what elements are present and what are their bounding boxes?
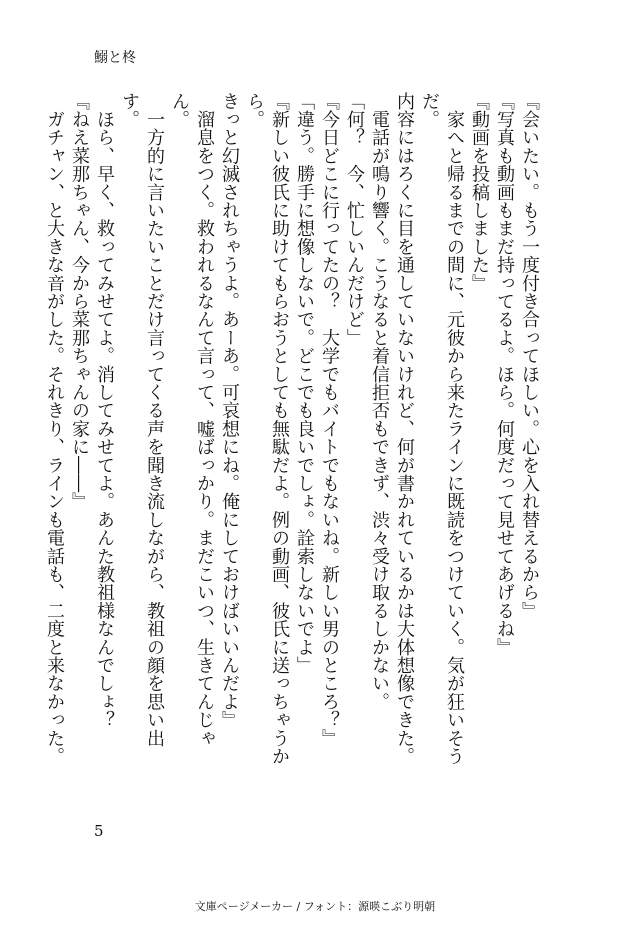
text-line: 『動画を投稿しました』 (469, 92, 490, 293)
text-line: 「違う。勝手に想像しないで。どこでも良いでしょ。詮索しないでよ」 (294, 92, 315, 675)
text-line: 『今日どこに行ってたの？ 大学でもバイトでもないね。新しい男のところ？』 (319, 92, 340, 748)
text-line: 電話が鳴り響く。こうなると着信拒否もできず、渋々受け取るしかない。 (369, 92, 390, 711)
text-line: 『新しい彼氏に助けてもらおうとしても無駄だよ。例の動画、彼氏に送っちゃうから。 (244, 92, 290, 766)
text-line: 内容にはろくに目を通していないけれど、何が書かれているかは大体想像できた。 (394, 92, 415, 766)
text-line: 家へと帰るまでの間に、元彼から来たラインに既読をつけていく。気が狂いそうだ。 (419, 92, 465, 766)
text-line: 『会いたい。もう一度付き合ってほしい。心を入れ替えるから』 (519, 92, 540, 620)
footer-credit: 文庫ページメーカー / フォント：源暎こぶり明朝 (194, 900, 436, 913)
text-line: きっと幻滅されちゃうよ。あーあ。可哀想にね。俺にしておけばいいんだよ』 (219, 92, 240, 729)
text-line: ほら、早く、救ってみせてよ。消してみせてよ。あんた教祖様なんでしょ？ (94, 92, 115, 729)
text-line: 一方的に言いたいことだけ言ってくる声を聞き流しながら、教祖の顔を思い出す。 (119, 92, 165, 748)
text-line: 溜息をつく。救われるなんて言って、嘘ばっかり。まだこいつ、生きてんじゃん。 (169, 92, 215, 748)
body-text (44, 92, 542, 782)
text-line: 『写真も動画もまだ持ってるよ。ほら。何度だって見せてあげるね』 (494, 92, 515, 657)
text-line: ガチャン、と大きな音がした。それきり、ラインも電話も、二度と来なかった。 (44, 92, 65, 766)
text-line: 「何？ 今、忙しいんだけど」 (344, 92, 365, 347)
page-number: 5 (94, 822, 104, 840)
text-line: 『ねえ菜那ちゃん、今から菜那ちゃんの家に――』 (69, 92, 90, 511)
running-header: 鰯と柊 (94, 50, 136, 66)
